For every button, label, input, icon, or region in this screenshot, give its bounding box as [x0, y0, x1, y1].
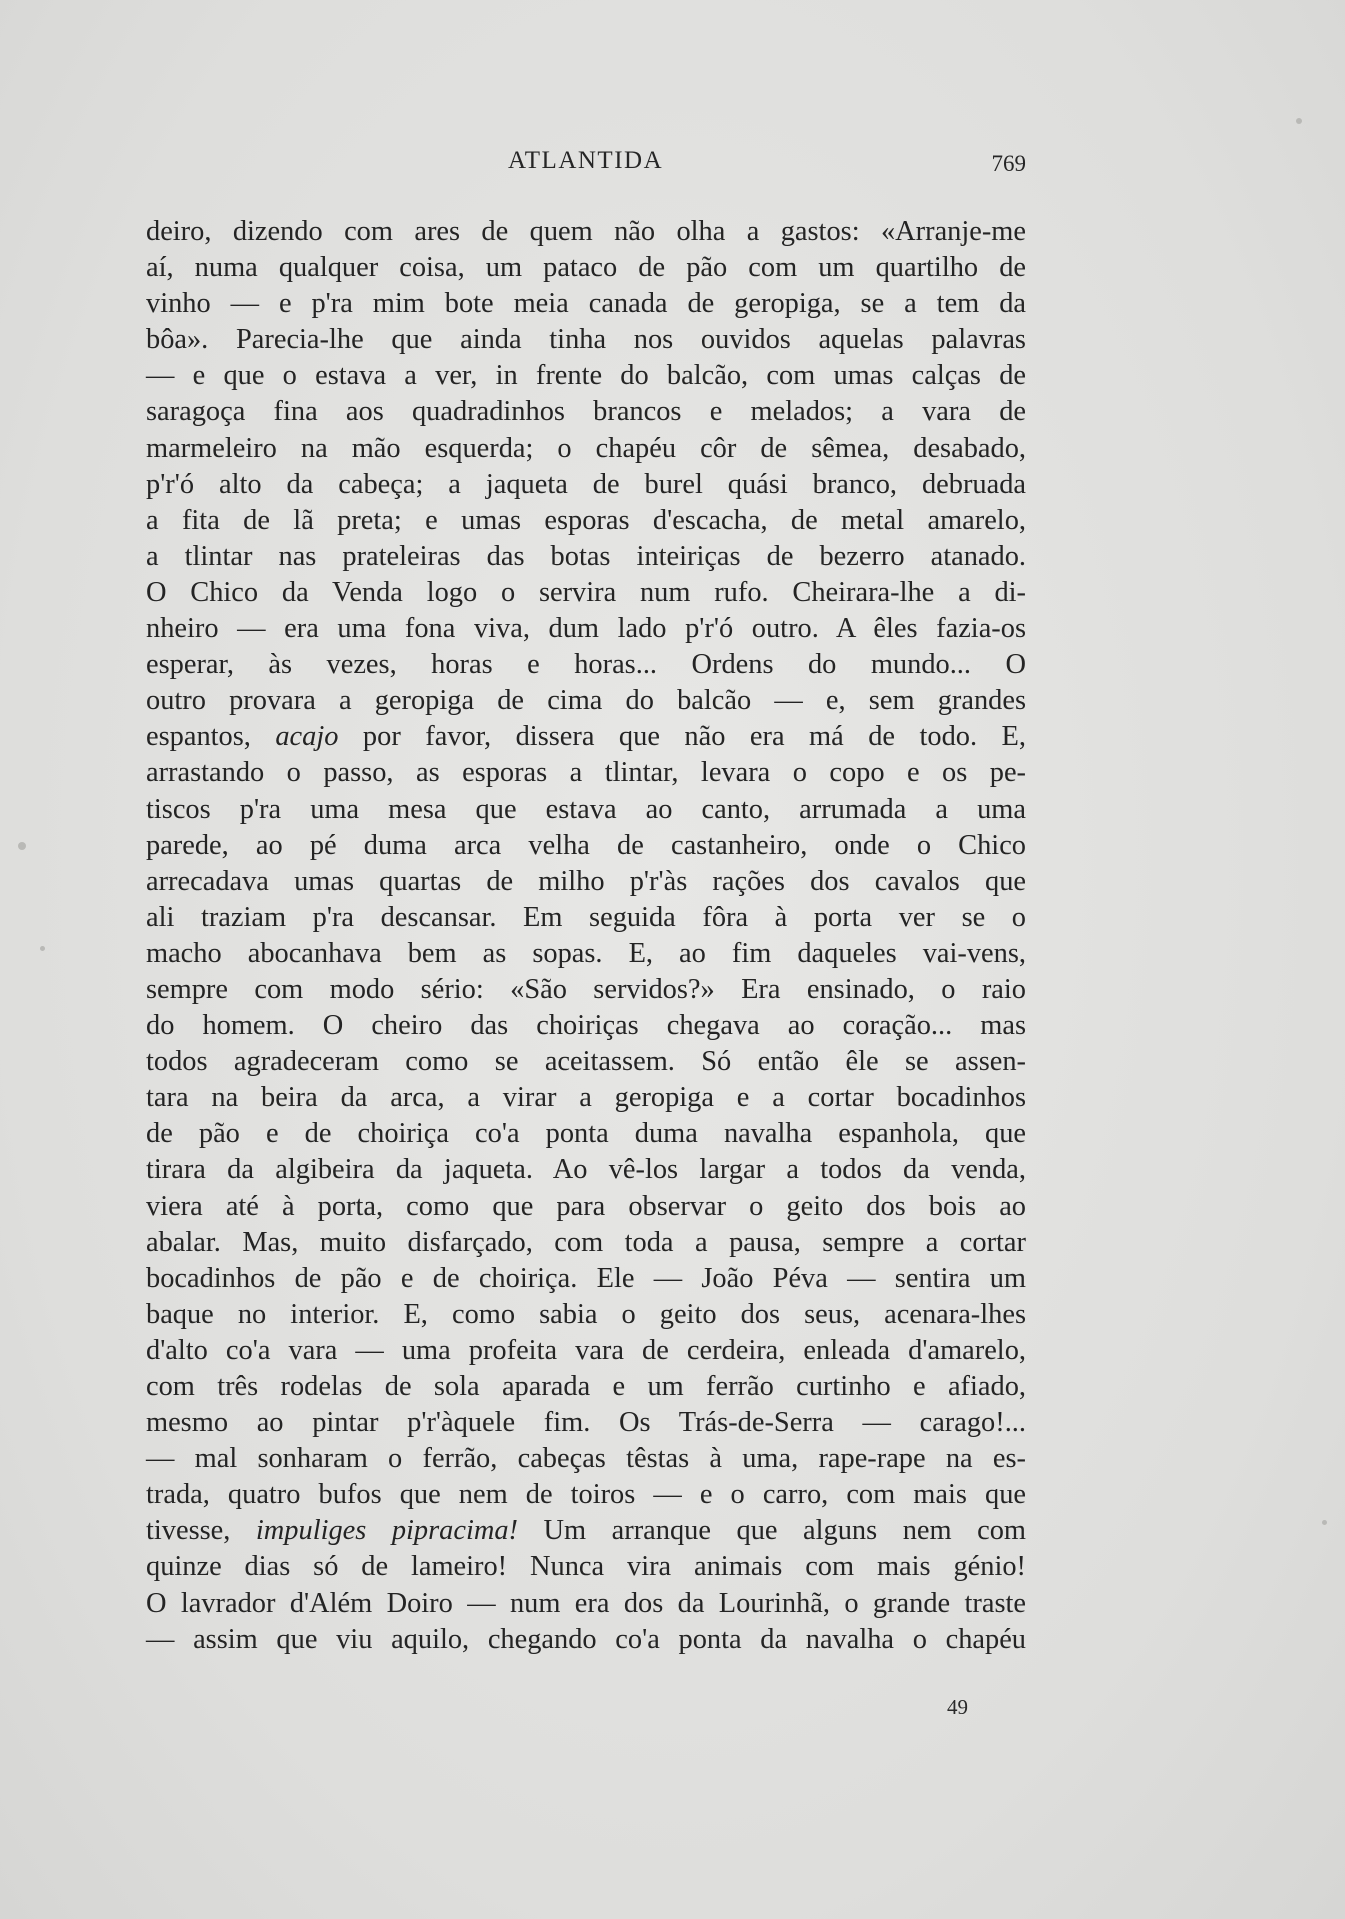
italic-phrase: acajo [275, 721, 339, 753]
text-segment: Um arranque que alguns nem com [518, 1515, 1026, 1547]
text-line: — mal sonharam o ferrão, cabeças têstas à uma, rape-rape na es- [146, 1443, 1026, 1475]
page-number: 769 [991, 151, 1026, 176]
text-line [146, 1513, 1026, 1549]
text-line: — assim que viu aquilo, chegando co'a ponta da navalha o chapéu [146, 1623, 1026, 1655]
text-line: deiro, dizendo com ares de quem não olha a gastos: «Arranje-me [146, 216, 1026, 247]
text-segment: por favor, dissera que não era má de todo. E, [338, 721, 1026, 753]
text-line: arrastando o passo, as esporas a tlintar, levara o copo e os pe- [146, 757, 1026, 789]
text-line: do homem. O cheiro das choiriças chegava ao coração... mas [146, 1010, 1026, 1042]
text-line: a tlintar nas prateleiras das botas inteiriças de bezerro atanado. [146, 540, 1026, 572]
text-line [146, 719, 1026, 755]
text-line: nheiro — era uma fona viva, dum lado p'r'ó outro. A êles fazia-os [146, 613, 1026, 645]
text-line: mesmo ao pintar p'r'àquele fim. Os Trás-de-Serra — carago!... [146, 1407, 1026, 1439]
text-line: saragoça fina aos quadradinhos brancos e melados; a vara de [146, 396, 1026, 428]
text-line: baque no interior. E, como sabia o geito dos seus, acenara-lhes [146, 1298, 1026, 1330]
text-line: outro provara a geropiga de cima do balcão — e, sem grandes [146, 685, 1026, 717]
text-line: de pão e de choiriça co'a ponta duma navalha espanhola, que [146, 1118, 1026, 1150]
page-header [146, 147, 1026, 187]
text-line: tiscos p'ra uma mesa que estava ao canto, arrumada a uma [146, 793, 1026, 825]
text-line: trada, quatro bufos que nem de toiros — e o carro, com mais que [146, 1479, 1026, 1511]
text-line: — e que o estava a ver, in frente do balcão, com umas calças de [146, 360, 1026, 392]
text-segment: tivesse, [146, 1515, 256, 1547]
text-line: tara na beira da arca, a virar a geropiga e a cortar bocadinhos [146, 1082, 1026, 1114]
text-line: quinze dias só de lameiro! Nunca vira animais com mais génio! [146, 1551, 1026, 1583]
text-line: todos agradeceram como se aceitassem. Só então êle se assen- [146, 1046, 1026, 1078]
italic-phrase: impuliges pipracima! [255, 1515, 519, 1547]
text-line: ali traziam p'ra descansar. Em seguida fôra à porta ver se o [146, 901, 1026, 933]
text-line: sempre com modo sério: «São servidos?» Era ensinado, o raio [146, 973, 1026, 1005]
text-line: bocadinhos de pão e de choiriça. Ele — João Péva — sentira um [146, 1262, 1026, 1294]
body-text [146, 214, 1026, 1658]
text-line: marmeleiro na mão esquerda; o chapéu côr de sêmea, desabado, [146, 432, 1026, 464]
text-segment: espantos, [146, 721, 276, 753]
running-title: ATLANTIDA [508, 147, 664, 174]
text-line: vinho — e p'ra mim bote meia canada de geropiga, se a tem da [146, 288, 1026, 320]
text-line: abalar. Mas, muito disfarçado, com toda a pausa, sempre a cortar [146, 1226, 1026, 1258]
text-line: a fita de lã preta; e umas esporas d'escacha, de metal amarelo, [146, 504, 1026, 536]
text-line: O Chico da Venda logo o servira num rufo. Cheirara-lhe a di- [146, 576, 1026, 608]
text-line: aí, numa qualquer coisa, um pataco de pão com um quartilho de [146, 252, 1026, 284]
paper-speck [1296, 118, 1302, 124]
text-line: viera até à porta, como que para observar o geito dos bois ao [146, 1190, 1026, 1222]
paper-speck [18, 842, 26, 850]
paper-speck [1322, 1520, 1327, 1525]
text-line: O lavrador d'Além Doiro — num era dos da Lourinhã, o grande traste [146, 1587, 1026, 1619]
text-line: esperar, às vezes, horas e horas... Ordens do mundo... O [146, 649, 1026, 681]
text-line: arrecadava umas quartas de milho p'r'às rações dos cavalos que [146, 865, 1026, 897]
paper-speck [40, 946, 45, 951]
printer-signature: 49 [947, 1695, 968, 1719]
text-line: tirara da algibeira da jaqueta. Ao vê-los largar a todos da venda, [146, 1154, 1026, 1186]
text-line: macho abocanhava bem as sopas. E, ao fim daqueles vai-vens, [146, 937, 1026, 969]
text-line: p'r'ó alto da cabeça; a jaqueta de burel quási branco, debruada [146, 468, 1026, 500]
text-line: bôa». Parecia-lhe que ainda tinha nos ouvidos aquelas palavras [146, 324, 1026, 356]
text-line: parede, ao pé duma arca velha de castanheiro, onde o Chico [146, 829, 1026, 861]
text-line: com três rodelas de sola aparada e um ferrão curtinho e afiado, [146, 1371, 1026, 1402]
text-line: d'alto co'a vara — uma profeita vara de cerdeira, enleada d'amarelo, [146, 1334, 1026, 1366]
